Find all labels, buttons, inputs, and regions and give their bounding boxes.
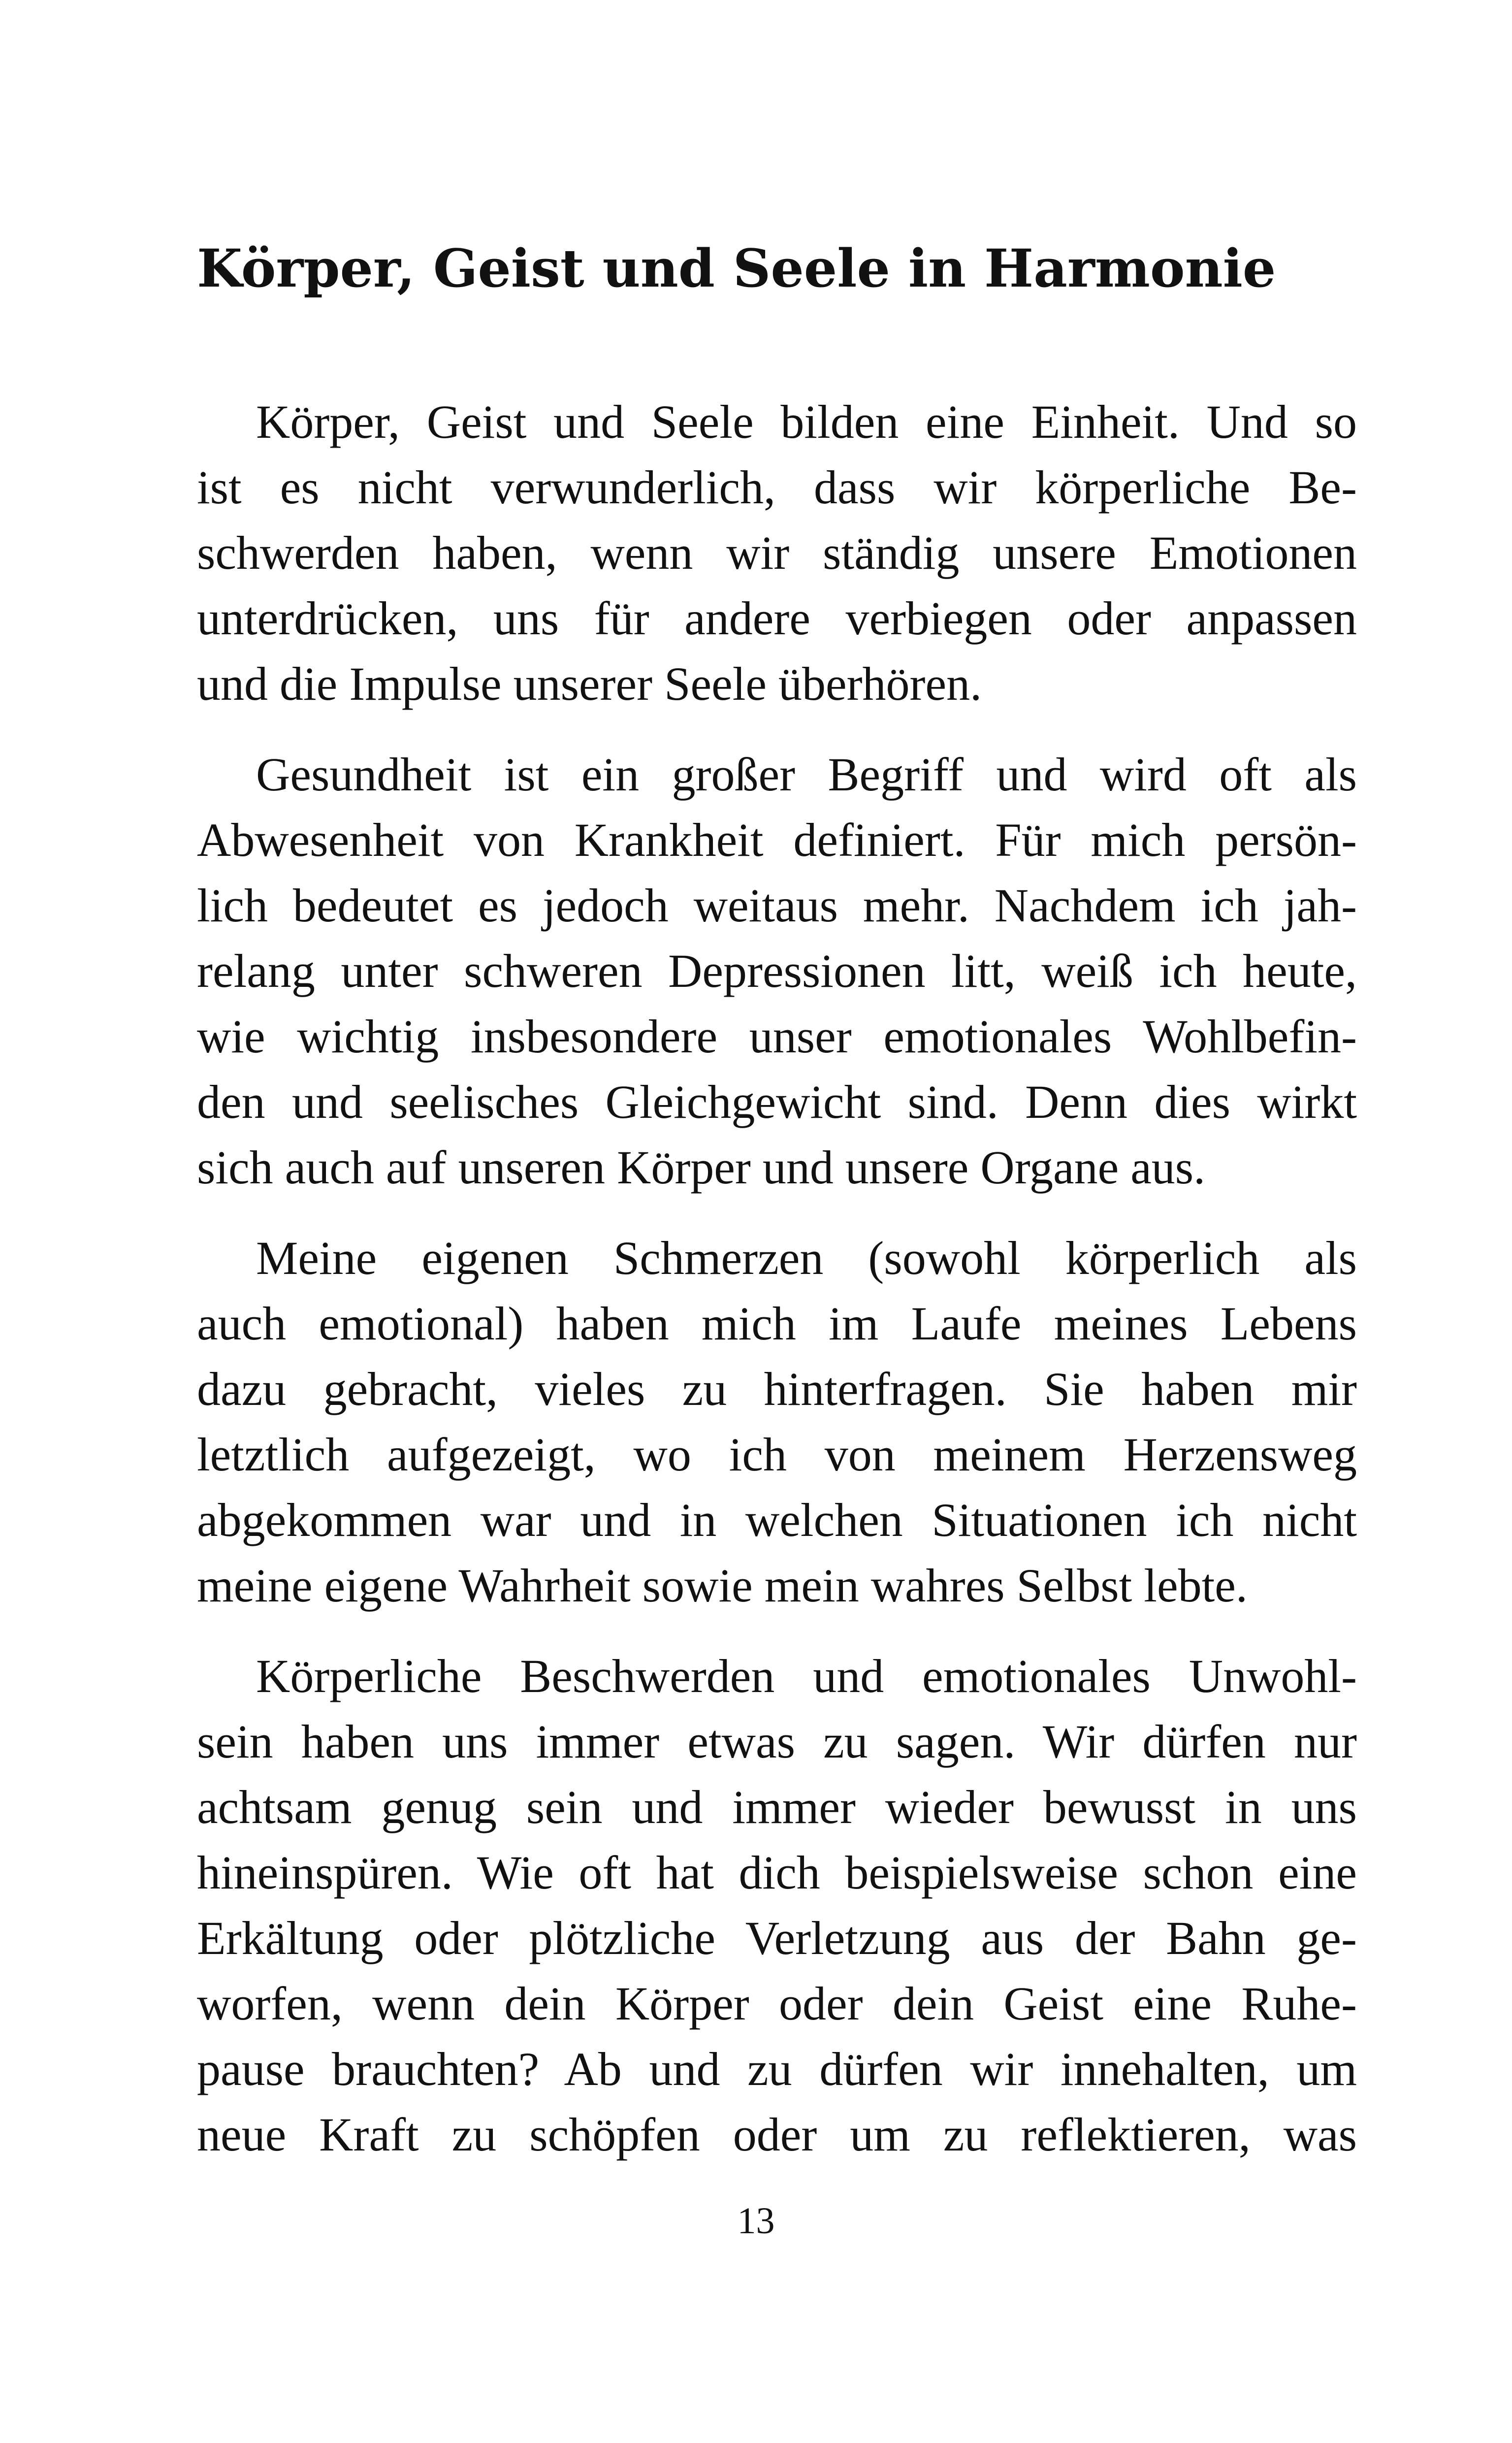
text-line: sich auch auf unseren Körper und unsere Organe aus. <box>197 1141 1206 1194</box>
paragraph <box>197 742 1357 1200</box>
paragraph <box>197 1225 1357 1618</box>
page-number: 13 <box>737 2200 775 2242</box>
text-line: achtsam genug sein und immer wieder bewusst in uns <box>197 1781 1357 1833</box>
text-line: abgekommen war und in welchen Situationen ich nicht <box>197 1494 1357 1546</box>
text-line: hineinspüren. Wie oft hat dich beispielsweise schon eine <box>197 1846 1357 1899</box>
text-line: neue Kraft zu schöpfen oder um zu reflektieren, was <box>197 2108 1357 2161</box>
text-line: den und seelisches Gleichgewicht sind. Denn dies wirkt <box>197 1075 1357 1128</box>
text-line: auch emotional) haben mich im Laufe meines Lebens <box>197 1297 1357 1350</box>
text-line: lich bedeutet es jedoch weitaus mehr. Nachdem ich jah- <box>197 879 1357 932</box>
text-line: ist es nicht verwunderlich, dass wir körperliche Be- <box>197 461 1357 514</box>
text-line: pause brauchten? Ab und zu dürfen wir innehalten, um <box>197 2043 1357 2095</box>
text-line: Körperliche Beschwerden und emotionales Unwohl- <box>256 1650 1357 1702</box>
text-line: Erkältung oder plötzliche Verletzung aus der Bahn ge- <box>197 1912 1357 1964</box>
chapter-heading: Körper, Geist und Seele in Harmonie <box>197 237 1276 299</box>
body-text <box>197 389 1357 2167</box>
text-line: meine eigene Wahrheit sowie mein wahres Selbst lebte. <box>197 1559 1248 1612</box>
text-line: Meine eigenen Schmerzen (sowohl körperlich als <box>256 1232 1357 1284</box>
text-line: relang unter schweren Depressionen litt, weiß ich heute, <box>197 945 1357 997</box>
text-line: schwerden haben, wenn wir ständig unsere Emotionen <box>197 526 1357 579</box>
text-line: letztlich aufgezeigt, wo ich von meinem Herzensweg <box>197 1428 1357 1481</box>
text-line: Gesundheit ist ein großer Begriff und wird oft als <box>256 748 1357 801</box>
text-line: worfen, wenn dein Körper oder dein Geist eine Ruhe- <box>197 1977 1357 2030</box>
text-line: wie wichtig insbesondere unser emotionales Wohlbefin- <box>197 1010 1357 1063</box>
text-line: Körper, Geist und Seele bilden eine Einheit. Und so <box>256 395 1357 448</box>
text-line: und die Impulse unserer Seele überhören. <box>197 657 982 710</box>
paragraph <box>197 389 1357 717</box>
text-line: unterdrücken, uns für andere verbiegen oder anpassen <box>197 592 1357 645</box>
text-line: Abwesenheit von Krankheit definiert. Für mich persön- <box>197 814 1357 866</box>
paragraph <box>197 1643 1357 2167</box>
text-line: dazu gebracht, vieles zu hinterfragen. Sie haben mir <box>197 1363 1357 1415</box>
text-line: sein haben uns immer etwas zu sagen. Wir dürfen nur <box>197 1715 1357 1768</box>
